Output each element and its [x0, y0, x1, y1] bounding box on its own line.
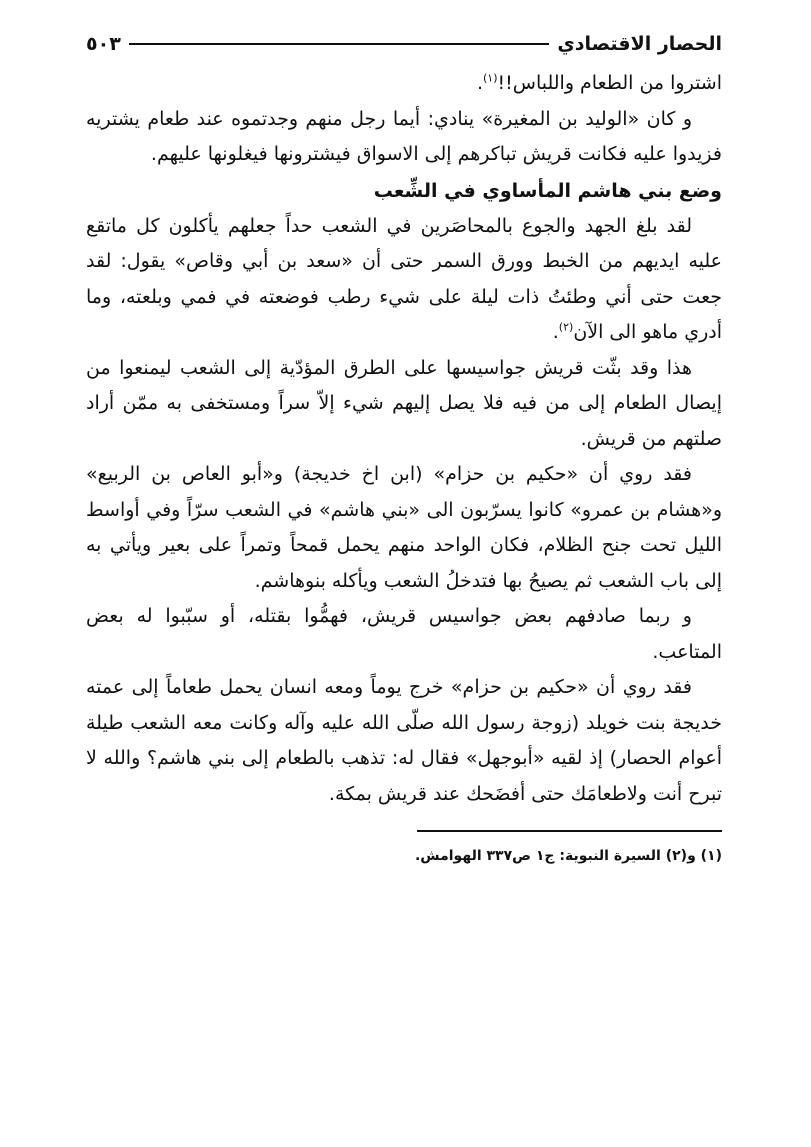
page-body [86, 66, 722, 866]
section-paragraph-1-text: لقد بلغ الجهد والجوع بالمحاصَرين في الشعب حداً جعلهم يأكلون كل ماتقع عليه ايديهم من الخبط وورق السمر حتى أن «سعد بن أبي وقاص» يقول: لقد جعت حتى أني وطئتُ ذات ليلة على شيء رطب فوضعته في فمي وبلعته، وما أدري ماهو الى الآن [86, 214, 722, 343]
paragraph-2: و كان «الوليد بن المغيرة» ينادي: أيما رجل منهم وجدتموه عند طعام يشتريه فزيدوا عليه فكانت قريش تباكرهم إلى الاسواق فيشترونها فيغلونها عليهم. [86, 107, 722, 165]
footnote-ref-2: (٢) [558, 320, 574, 334]
section-paragraph-3: فقد روي أن «حكيم بن حزام» (ابن اخ خديجة) و«أبو العاص بن الربيع» و«هشام بن عمرو» كانوا يسرّبون الى «بني هاشم» في الشعب سرّاً وفي أواسط الليل تحت جنح الظلام، فكان الواحد منهم يحمل قمحاً وتمراً على بعير ويأتي به إلى باب الشعب ثم يصيحُ بها فتدخلُ الشعب ويأكله بنوهاشم. [86, 463, 722, 592]
section-paragraph-2: هذا وقد بثّت قريش جواسيسها على الطرق المؤدّية إلى الشعب ليمنعوا من إيصال الطعام إلى من فيه فلا يصل إليهم شيء إلاّ سراً ومستخفى به ممّن أراد صلتهم من قريش. [86, 356, 722, 450]
section-paragraph-5: فقد روي أن «حكيم بن حزام» خرج يوماً ومعه انسان يحمل طعاماً إلى عمته خديجة بنت خويلد (زوجة رسول الله صلّى الله عليه وآله وكانت معه الشعب طيلة أعوام الحصار) إذ لقيه «أبوجهل» فقال له: تذهب بالطعام إلى بني هاشم؟ والله لا تبرح أنت ولاطعامَك حتى أفضَحك عند قريش بمكة. [86, 676, 722, 805]
section-paragraph-4: و ربما صادفهم بعض جواسيس قريش، فهمُّوا بقتله، أو سبّبوا له بعض المتاعب. [86, 605, 722, 663]
paragraph-1-end: . [476, 72, 483, 94]
footnote: (١) و(٢) السيرة النبوية: ج١ ص٣٣٧ الهوامش. [414, 848, 722, 864]
footnote-separator [417, 830, 722, 832]
header-rule [129, 43, 550, 45]
section-heading: وضع بني هاشم المأساوي في الشِّعب [373, 179, 722, 202]
page-number: ٥٠٣ [86, 33, 121, 55]
running-header [86, 24, 722, 64]
footnote-ref-1: (١) [483, 71, 498, 85]
section-paragraph-1 [86, 209, 722, 351]
book-page [86, 24, 722, 866]
running-title: الحصار الاقتصادي [557, 33, 722, 55]
section-paragraph-1-end: . [552, 321, 559, 343]
paragraph-1 [86, 66, 722, 102]
paragraph-1-text: اشتروا من الطعام واللباس!! [497, 72, 722, 94]
